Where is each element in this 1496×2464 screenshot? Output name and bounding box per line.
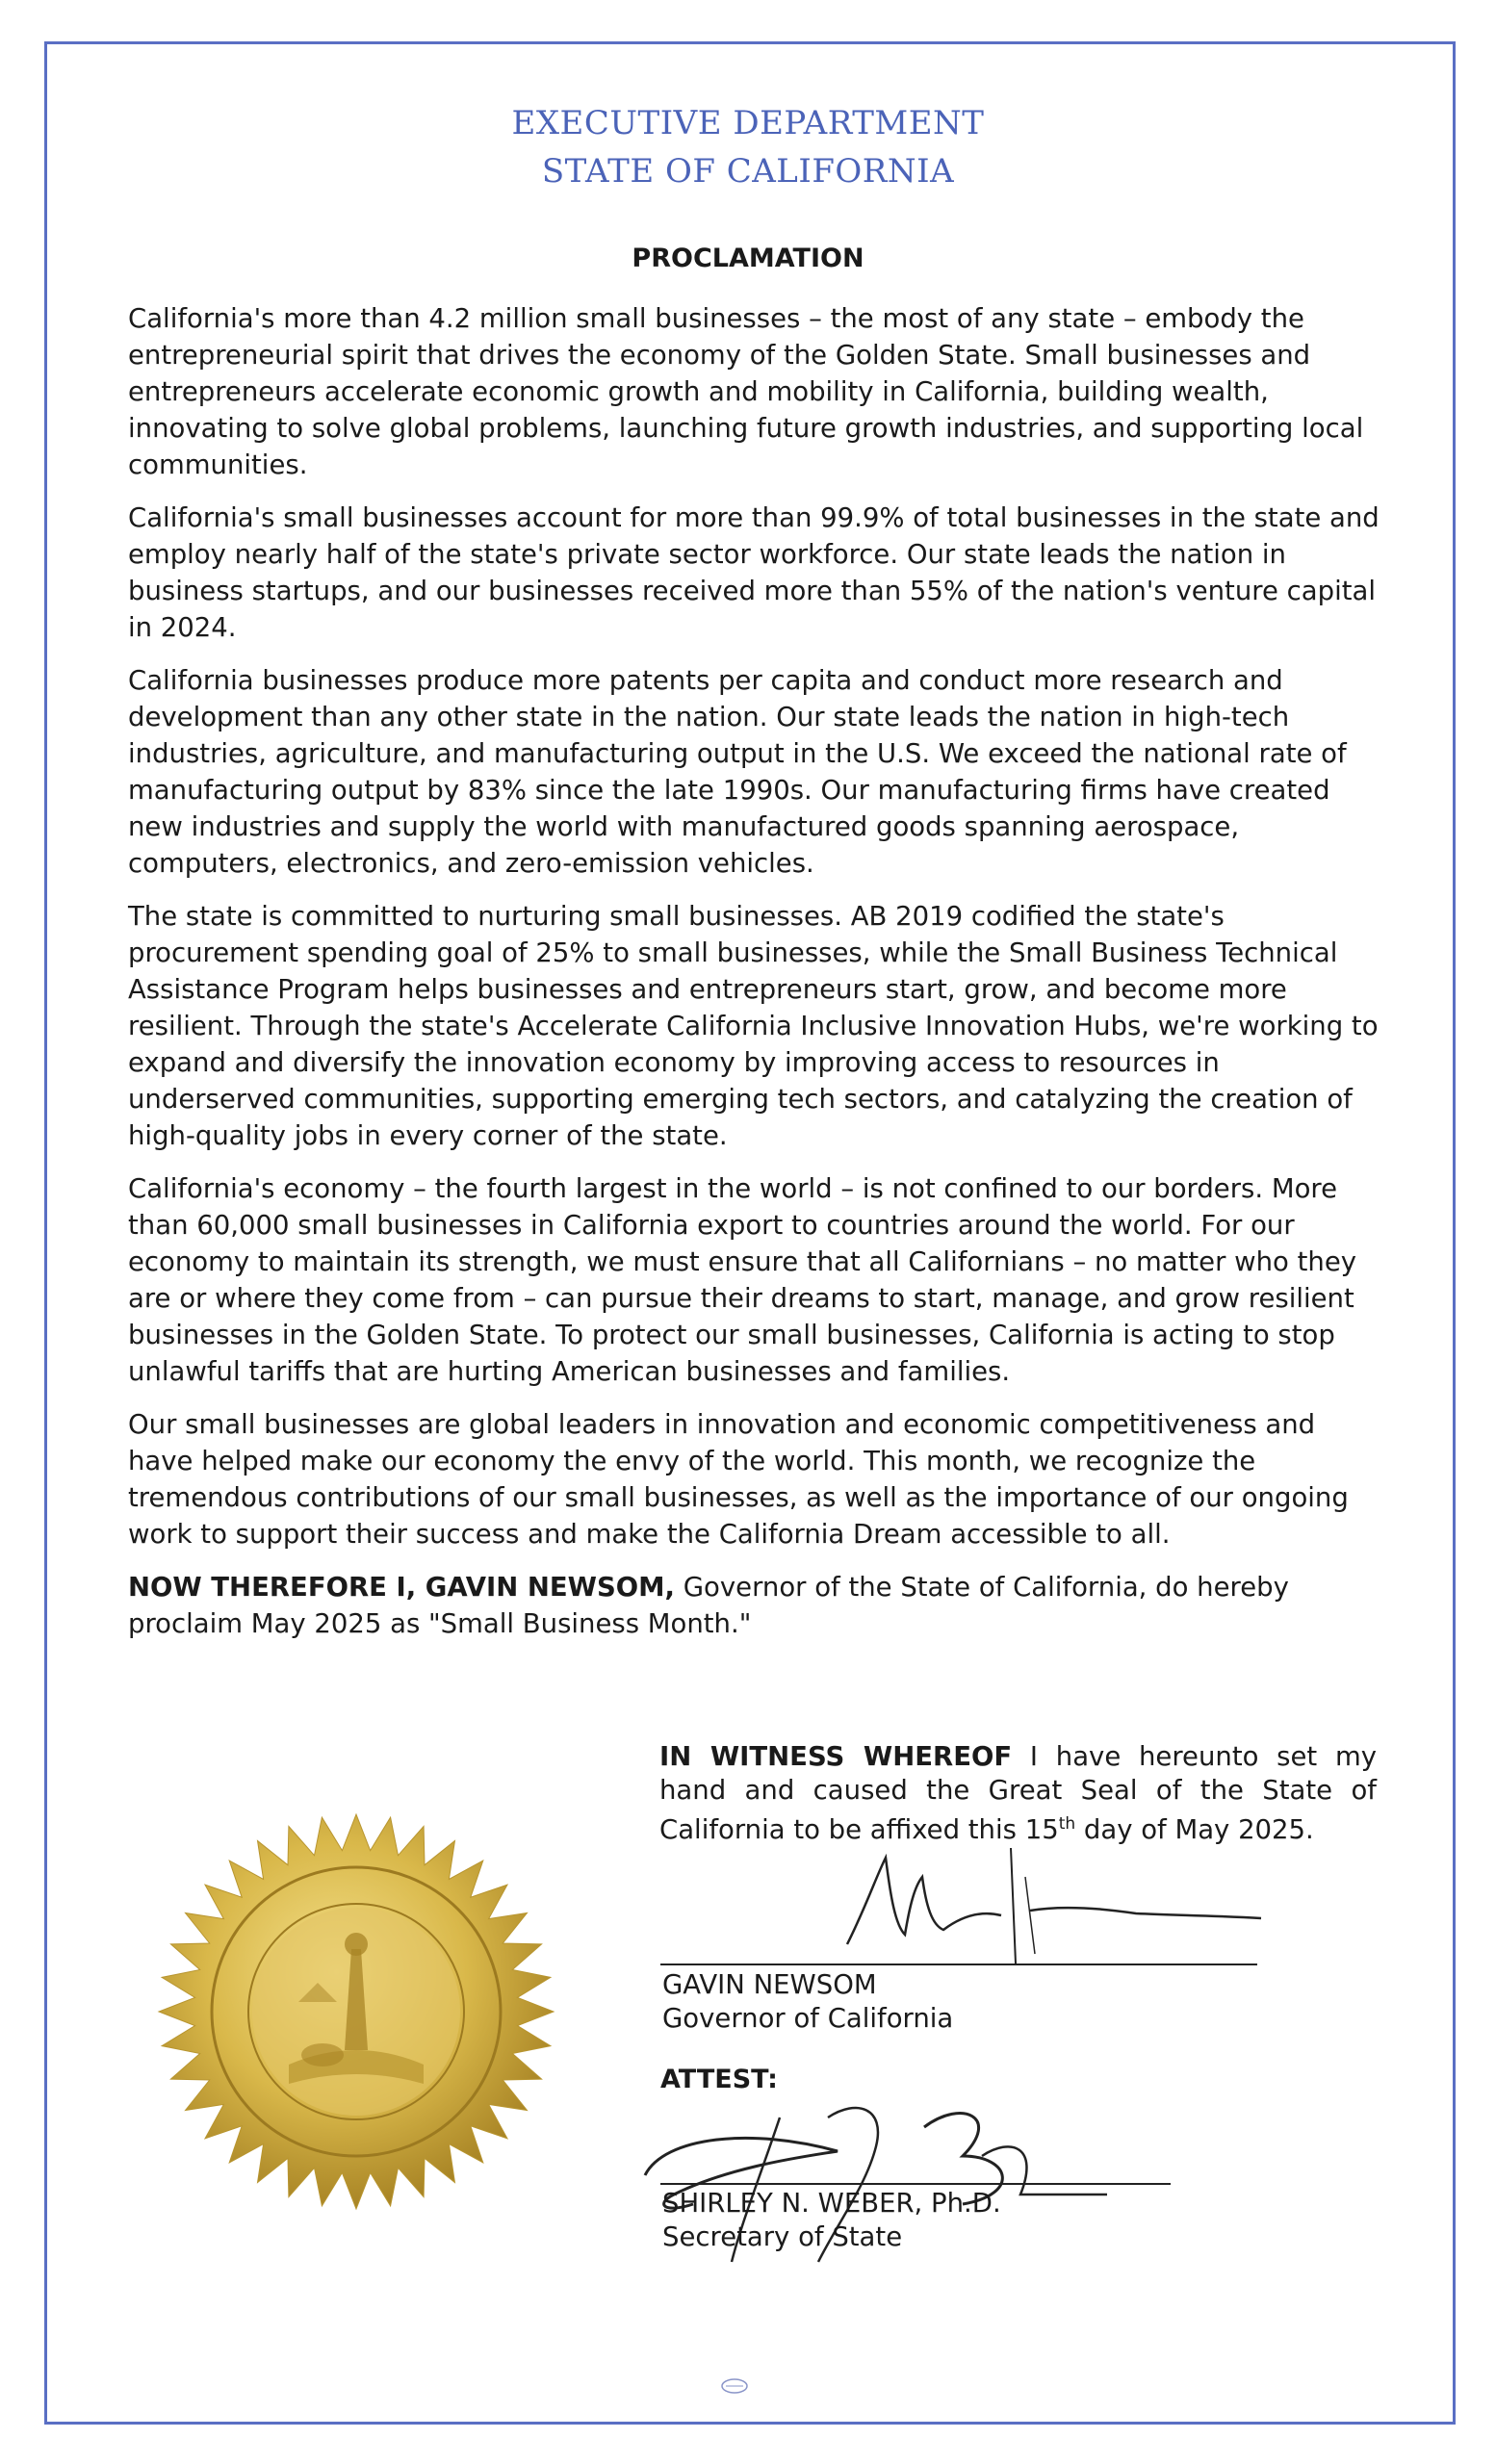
secretary-name: SHIRLEY N. WEBER, Ph.D. — [662, 2188, 1001, 2219]
paragraph: Our small businesses are global leaders in innovation and economic competitiveness and have helped make our economy the envy of the world. This month, we recognize the tremendous contributions of our small businesses, as well as the importance of our ongoing work to support their success and make the California Dream accessible to all. — [128, 1409, 1349, 1550]
now-therefore-bold: NOW THEREFORE I, GAVIN NEWSOM, — [128, 1572, 675, 1603]
witness-sup: th — [1058, 1814, 1076, 1834]
header-line-2: STATE OF CALIFORNIA — [541, 152, 955, 191]
paragraph: The state is committed to nurturing small businesses. AB 2019 codified the state's procurement spending goal of 25% to small businesses, while the Small Business Technical Assistance Program helps businesses and entrepreneurs start, grow, and become more resilient. Through the state's Accelerate California Inclusive Innovation Hubs, we're working to expand and diversify the innovation economy by improving access to resources in underserved communities, supporting emerging tech sectors, and catalyzing the creation of high-quality jobs in every corner of the state. — [128, 901, 1379, 1151]
proclamation-body — [128, 300, 1380, 1658]
header-line-1: EXECUTIVE DEPARTMENT — [511, 104, 985, 142]
now-therefore-text: Governor of the State of California, do hereby proclaim May 2025 as "Small Business Month." — [128, 1572, 1289, 1639]
secretary-title: Secretary of State — [662, 2221, 903, 2252]
governor-title: Governor of California — [662, 2003, 954, 2034]
great-seal-icon — [154, 1810, 558, 2214]
governor-block — [662, 1968, 953, 2036]
secretary-block — [662, 2187, 1001, 2254]
witness-bold: IN WITNESS WHEREOF — [659, 1741, 1013, 1772]
governor-signature-icon — [809, 1819, 1271, 1973]
union-bug-icon — [720, 2377, 749, 2395]
paragraph: California's more than 4.2 million small businesses – the most of any state – embody the entrepreneurial spirit that drives the economy of the Golden State. Small businesses and entrepreneurs accelerate economic growth and mobility in California, building wealth, innovating to solve global problems, launching future growth industries, and supporting local communities. — [128, 303, 1364, 480]
governor-signature-line — [660, 1964, 1257, 1965]
witness-text-b: day of May 2025. — [1075, 1814, 1314, 1846]
paragraph: California's economy – the fourth largest in the world – is not confined to our borders. More than 60,000 small businesses in California export to countries around the world. For our economy to maintain its strength, we must ensure that all Californians – no matter who they are or where they come from – can pursue their dreams to start, manage, and grow resilient businesses in the Golden State. To protect our small businesses, California is acting to stop unlawful tariffs that are hurting American businesses and families. — [128, 1173, 1357, 1387]
attest-label: ATTEST: — [660, 2065, 778, 2094]
paragraph: California businesses produce more patents per capita and conduct more research and development than any other state in the nation. Our state leads the nation in high-tech industries, agriculture, and manufacturing output in the U.S. We exceed the national rate of manufacturing output by 83% since the late 1990s. Our manufacturing firms have created new industries and supply the world with manufactured goods spanning aerospace, computers, electronics, and zero-emission vehicles. — [128, 665, 1347, 879]
secretary-signature-line — [660, 2183, 1171, 2185]
governor-name: GAVIN NEWSOM — [662, 1969, 877, 2000]
paragraph: California's small businesses account for more than 99.9% of total businesses in the state and employ nearly half of the state's private sector workforce. Our state leads the nation in business startups, and our businesses received more than 55% of the nation's venture capital in 2024. — [128, 502, 1380, 643]
witness-text-a: I have hereunto set my hand and caused the Great Seal of the State of California to be affixed this 15 — [659, 1741, 1378, 1846]
proclamation-title: PROCLAMATION — [632, 244, 864, 273]
now-therefore-paragraph — [128, 1569, 1380, 1642]
